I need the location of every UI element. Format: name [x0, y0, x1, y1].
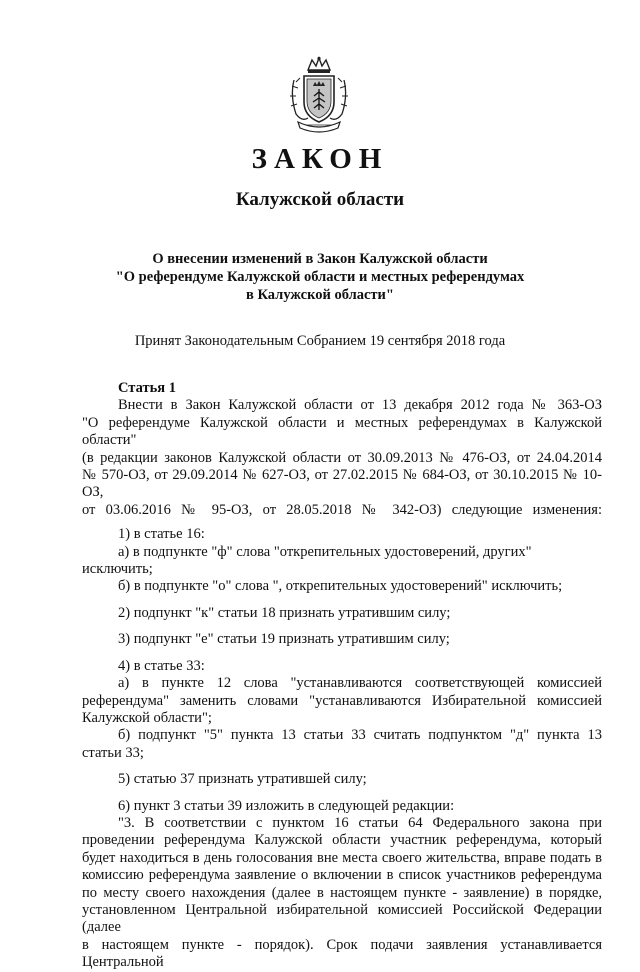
intro-paragraph: [82, 397, 602, 519]
text-line: "3. В соответствии с пунктом 16 статьи 64 Федерального закона при: [118, 814, 602, 831]
article-heading: Статья 1: [118, 380, 176, 396]
subject-line: О внесении изменений в Закон Калужской области: [152, 251, 488, 267]
subject-line: в Калужской области": [246, 287, 394, 303]
item-4: [82, 658, 602, 762]
text-line: в настоящем пункте - порядок). Срок подачи заявления устанавливается Центральной: [82, 936, 602, 971]
text-line: установленном Центральной избирательной комиссией Российской Федерации (далее: [82, 901, 602, 936]
coat-of-arms-icon: [286, 56, 352, 134]
document-body: [82, 380, 602, 972]
subject-line: "О референдуме Калужской области и местных референдумах: [115, 269, 525, 285]
text-line: (в редакции законов Калужской области от 30.09.2013 № 476-ОЗ, от 24.04.2014: [82, 449, 602, 466]
item-3: 3) подпункт "е" статьи 19 признать утратившим силу;: [118, 631, 450, 648]
item-5: 5) статью 37 признать утратившей силу;: [118, 771, 367, 788]
text-line: проведении референдума Калужской области участник референдума, который: [82, 832, 602, 849]
text-line: комиссию референдума заявление о включении в список участников референдума: [82, 867, 602, 884]
text-line: 1) в статье 16:: [118, 526, 205, 543]
text-line: будет находиться в день голосования вне места своего жительства, вправе подать в: [82, 849, 602, 866]
text-line: по месту своего нахождения (далее в настоящем пункте - заявление) в порядке,: [82, 884, 602, 901]
text-line: Внести в Закон Калужской области от 13 декабря 2012 года № 363-ОЗ: [118, 397, 602, 414]
adoption-note: Принят Законодательным Собранием 19 сентября 2018 года: [134, 333, 506, 349]
text-line: № 570-ОЗ, от 29.09.2014 № 627-ОЗ, от 27.02.2015 № 684-ОЗ, от 30.10.2015 № 10-ОЗ,: [82, 467, 602, 501]
item-2: 2) подпункт "к" статьи 18 признать утратившим силу;: [118, 604, 451, 621]
text-line: б) в подпункте "о" слова ", открепительных удостоверений" исключить;: [118, 578, 563, 595]
text-line: референдума" заменить словами "устанавливаются Избирательной комиссией: [82, 692, 602, 709]
text-line: б) подпункт "5" пункта 13 статьи 33 считать подпунктом "д" пункта 13: [118, 727, 602, 744]
text-line: статьи 33;: [82, 744, 144, 761]
text-line: а) в пункте 12 слова "устанавливаются соответствующей комиссией: [118, 675, 602, 692]
text-line: а) в подпункте "ф" слова "открепительных удостоверений, других" исключить;: [82, 543, 532, 578]
text-line: "О референдуме Калужской области и местных референдумах в Калужской области": [82, 414, 602, 449]
law-subject: [0, 250, 640, 304]
text-line: от 03.06.2016 № 95-ОЗ, от 28.05.2018 № 342-ОЗ) следующие изменения:: [82, 501, 602, 518]
item-6: [82, 798, 602, 972]
text-line: Калужской области";: [82, 709, 212, 726]
text-line: 4) в статье 33:: [118, 657, 205, 674]
item-1: [82, 526, 602, 596]
document-region: Калужской области: [235, 189, 405, 210]
document-title: ЗАКОН: [251, 143, 389, 175]
text-line: 6) пункт 3 статьи 39 изложить в следующей редакции:: [118, 797, 455, 814]
